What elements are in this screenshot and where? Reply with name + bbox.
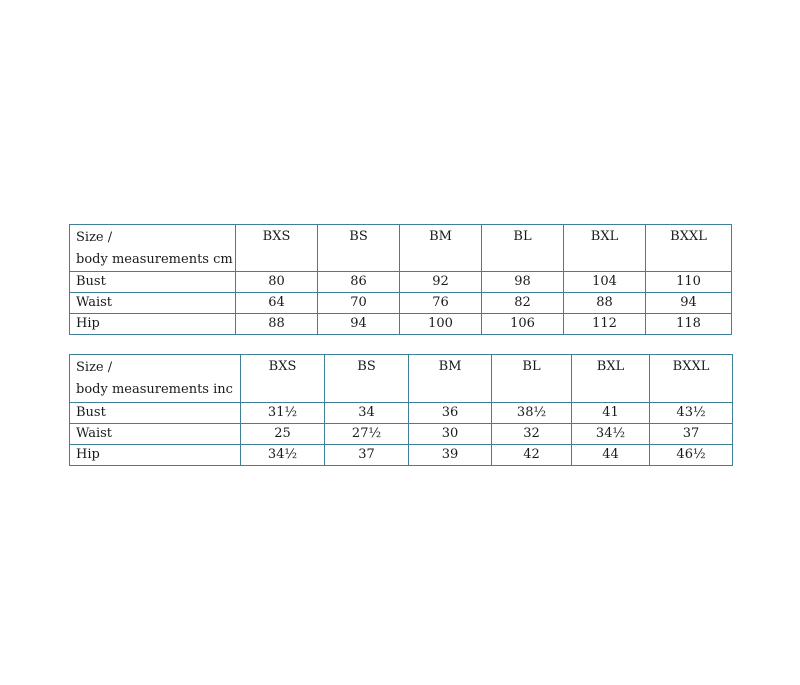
table-cell: 86 xyxy=(318,272,400,293)
size-header-bxl: BXL xyxy=(572,355,650,403)
table-cell: 80 xyxy=(236,272,318,293)
table-cell: 41 xyxy=(572,403,650,424)
table-cell: 94 xyxy=(318,314,400,335)
size-header-bs: BS xyxy=(325,355,409,403)
table-cell: 32 xyxy=(492,424,572,445)
size-header-bm: BM xyxy=(409,355,492,403)
table-row xyxy=(70,445,733,466)
table-cell: 94 xyxy=(646,293,732,314)
table-cell: 27½ xyxy=(325,424,409,445)
row-label-hip: Hip xyxy=(70,445,241,466)
row-label-waist: Waist xyxy=(70,424,241,445)
size-header-bm: BM xyxy=(400,225,482,272)
size-header-bxs: BXS xyxy=(241,355,325,403)
table-cell: 88 xyxy=(564,293,646,314)
table-cell: 39 xyxy=(409,445,492,466)
size-header-bl: BL xyxy=(482,225,564,272)
size-header-bxxl: BXXL xyxy=(650,355,733,403)
header-label-cell xyxy=(70,225,236,272)
table-cell: 110 xyxy=(646,272,732,293)
table-row xyxy=(70,272,732,293)
table-cell: 118 xyxy=(646,314,732,335)
table-cell: 76 xyxy=(400,293,482,314)
header-size-label: Size / xyxy=(76,230,113,245)
size-header-bs: BS xyxy=(318,225,400,272)
table-cell: 112 xyxy=(564,314,646,335)
table-cell: 34½ xyxy=(572,424,650,445)
table-cell: 38½ xyxy=(492,403,572,424)
size-chart-inch-table xyxy=(69,354,733,466)
row-label-bust: Bust xyxy=(70,403,241,424)
table-cell: 42 xyxy=(492,445,572,466)
size-header-bl: BL xyxy=(492,355,572,403)
header-label-cell xyxy=(70,355,241,403)
table-row xyxy=(70,403,733,424)
table-cell: 37 xyxy=(325,445,409,466)
table-cell: 104 xyxy=(564,272,646,293)
table-cell: 100 xyxy=(400,314,482,335)
table-cell: 82 xyxy=(482,293,564,314)
table-cell: 36 xyxy=(409,403,492,424)
table-row xyxy=(70,424,733,445)
row-label-bust: Bust xyxy=(70,272,236,293)
table-cell: 88 xyxy=(236,314,318,335)
table-cell: 37 xyxy=(650,424,733,445)
table-row xyxy=(70,314,732,335)
table-cell: 44 xyxy=(572,445,650,466)
table-cell: 25 xyxy=(241,424,325,445)
row-label-hip: Hip xyxy=(70,314,236,335)
row-label-waist: Waist xyxy=(70,293,236,314)
table-cell: 70 xyxy=(318,293,400,314)
size-header-bxl: BXL xyxy=(564,225,646,272)
table-header-row xyxy=(70,355,733,403)
table-cell: 31½ xyxy=(241,403,325,424)
table-cell: 64 xyxy=(236,293,318,314)
table-cell: 98 xyxy=(482,272,564,293)
table-row xyxy=(70,293,732,314)
table-cell: 46½ xyxy=(650,445,733,466)
size-header-bxs: BXS xyxy=(236,225,318,272)
table-cell: 92 xyxy=(400,272,482,293)
header-unit-label: body measurements cm xyxy=(76,252,233,267)
table-cell: 106 xyxy=(482,314,564,335)
size-chart-cm-table xyxy=(69,224,732,335)
header-unit-label: body measurements inc xyxy=(76,382,233,397)
table-header-row xyxy=(70,225,732,272)
table-cell: 30 xyxy=(409,424,492,445)
table-cell: 34½ xyxy=(241,445,325,466)
table-cell: 34 xyxy=(325,403,409,424)
table-cell: 43½ xyxy=(650,403,733,424)
header-size-label: Size / xyxy=(76,360,113,375)
size-header-bxxl: BXXL xyxy=(646,225,732,272)
